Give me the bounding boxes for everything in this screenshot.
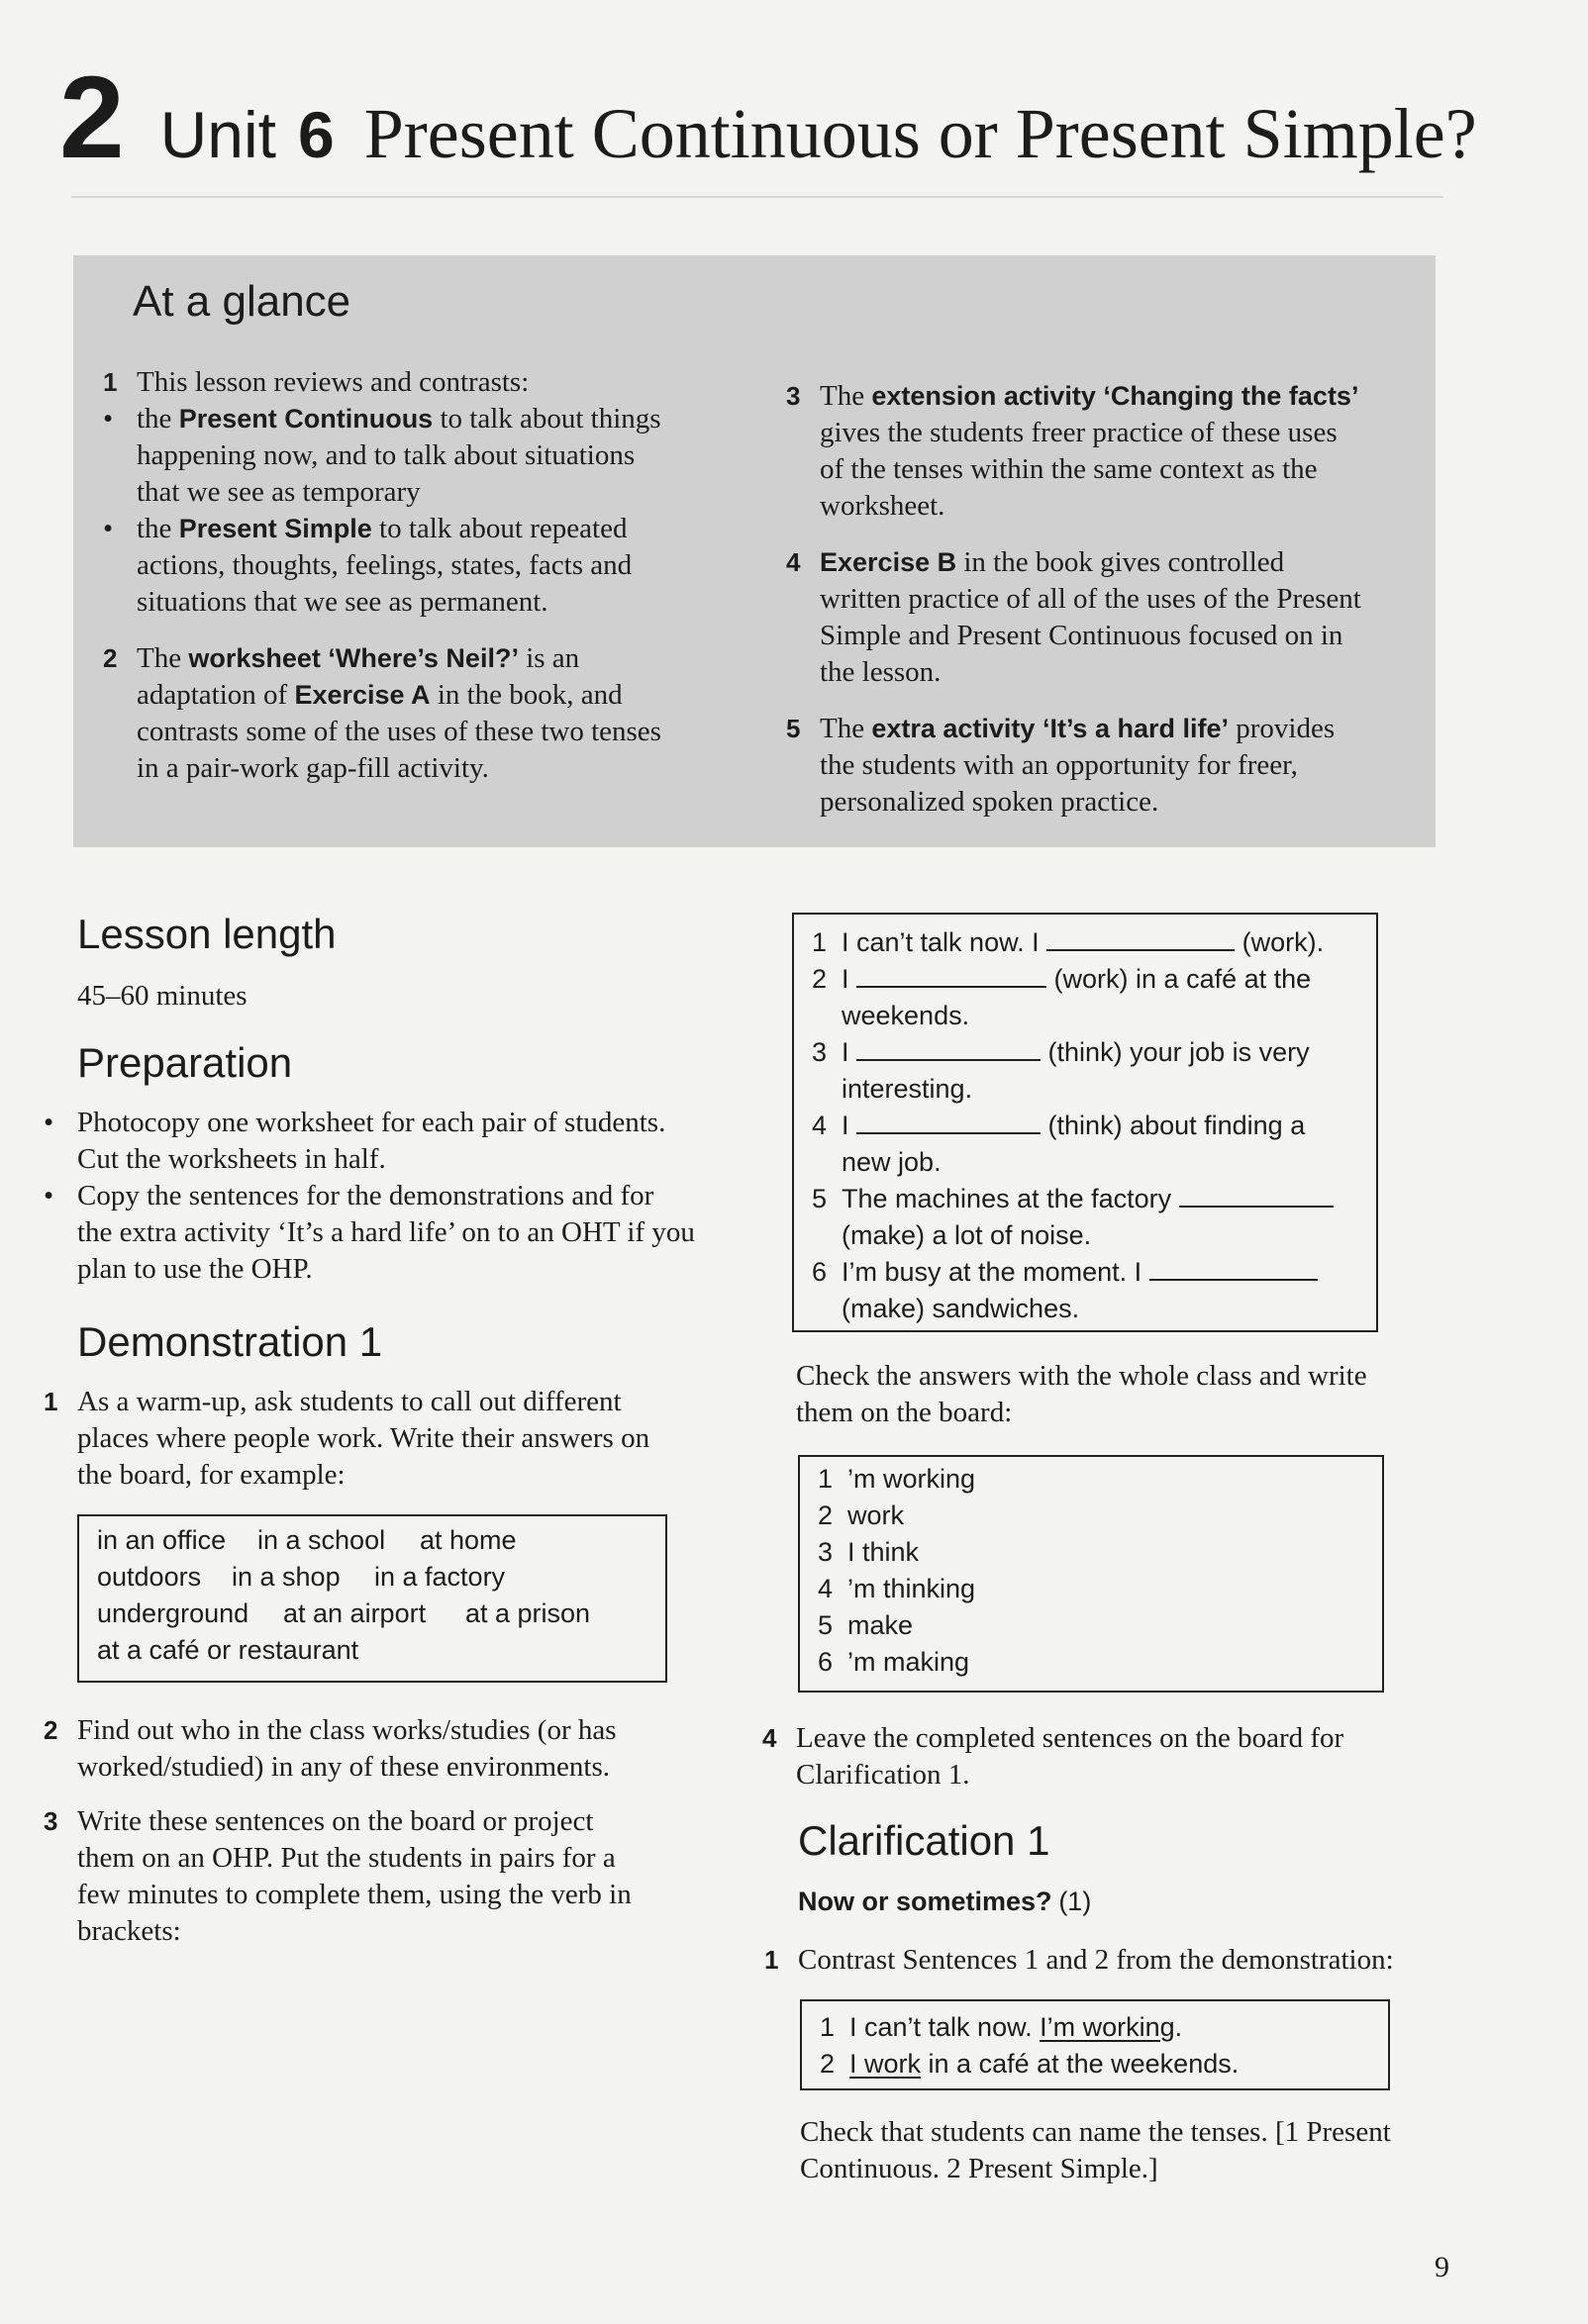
answer-item: 3 I think (818, 1537, 920, 1567)
glance-item-1: 1 This lesson reviews and contrasts: (103, 366, 530, 398)
demonstration-step-2: 2 Find out who in the class works/studies (or has worked/studied) in any of these environments. (44, 1712, 737, 1786)
glance-item-2-line: in a pair-work gap-fill activity. (137, 752, 489, 784)
glance-item-3-line: worksheet. (820, 490, 945, 522)
gap-fill-sentence-line: (make) a lot of noise. (842, 1220, 1092, 1250)
unit-number: 6 (298, 98, 335, 171)
answers-box (798, 1455, 1384, 1693)
places-row: outdoors in a shop in a factory (97, 1562, 506, 1592)
page-title (59, 52, 1477, 183)
lesson-length-heading: Lesson length (77, 911, 337, 957)
clarification-subheading: Now or sometimes? (1) (798, 1887, 1092, 1916)
demonstration-step-4: 4 Leave the completed sentences on the board for Clarification 1. (762, 1720, 1436, 1793)
glance-item-3-line: of the tenses within the same context as the (820, 453, 1318, 485)
preparation-bullet: • Photocopy one worksheet for each pair of students. (44, 1107, 666, 1138)
demonstration-step-1: 1 As a warm-up, ask students to call out different places where people work. Write their answers on the board, for example: (44, 1384, 737, 1494)
glance-bullet-1-line: that we see as temporary (137, 476, 421, 508)
unit-title: Present Continuous or Present Simple? (363, 94, 1477, 173)
places-row: in an office in a school at home (97, 1525, 517, 1555)
gap-fill-sentence-line: weekends. (842, 1001, 970, 1030)
demonstration-step-1-line: the board, for example: (77, 1459, 346, 1491)
places-box (77, 1514, 667, 1683)
contrast-sentence: 1 I can’t talk now. I’m working. (820, 2012, 1183, 2042)
answer-item: 6 ’m making (818, 1647, 970, 1677)
gap-fill-sentence-line: interesting. (842, 1074, 973, 1104)
demonstration-step-3-line: few minutes to complete them, using the verb in (77, 1879, 632, 1910)
gap-fill-sentence: 3 I (think) your job is very (812, 1037, 1310, 1067)
glance-item-5-line: personalized spoken practice. (820, 786, 1159, 818)
answer-item: 1 ’m working (818, 1464, 976, 1494)
glance-item-4-line: the lesson. (820, 656, 942, 688)
clarification-check-line: Continuous. 2 Present Simple.] (800, 2153, 1158, 2184)
unit-label: Unit (159, 98, 277, 171)
contrast-sentence: 2 I work in a café at the weekends. (820, 2049, 1240, 2079)
glance-bullet-1: • the Present Continuous to talk about things (103, 403, 661, 435)
clarification-heading: Clarification 1 (798, 1817, 1050, 1864)
glance-item-2-line: contrasts some of the uses of these two tenses (137, 716, 661, 747)
preparation-heading: Preparation (77, 1039, 293, 1086)
glance-bullet-2-line: situations that we see as permanent. (137, 586, 548, 618)
contrast-box (800, 1999, 1390, 2090)
glance-item-5: 5 The extra activity ‘It’s a hard life’ provides (786, 713, 1336, 744)
gap-blank (856, 1059, 1041, 1061)
clarification-check-line: Check that students can name the tenses. [1 Present (800, 2116, 1391, 2148)
glance-item-3: 3 The extension activity ‘Changing the facts’ (786, 380, 1359, 412)
gap-fill-sentence: 5 The machines at the factory (812, 1181, 1376, 1217)
demonstration-step-3: 3 Write these sentences on the board or project them on an OHP. Put the students in pairs for a few minutes to complete them, using the verb in brackets: (44, 1803, 737, 1950)
answer-item: 5 make (818, 1610, 914, 1640)
gap-blank (1046, 949, 1235, 951)
glance-bullet-1-line: happening now, and to talk about situations (137, 439, 636, 471)
glance-bullet-2-line: actions, thoughts, feelings, states, facts and (137, 549, 633, 581)
check-answers-line: them on the board: (796, 1397, 1013, 1428)
glance-item-4: 4 Exercise B in the book gives controlled (786, 546, 1285, 578)
gap-blank (856, 986, 1046, 988)
gap-fill-sentence: 4 I (think) about finding a (812, 1111, 1306, 1140)
demonstration-step-3-line: them on an OHP. Put the students in pairs for a (77, 1842, 616, 1874)
check-answers-line: Check the answers with the whole class and write (796, 1360, 1367, 1392)
gap-fill-sentence: 2 I (work) in a café at the (812, 964, 1312, 994)
preparation-bullet-line: plan to use the OHP. (77, 1253, 313, 1285)
at-a-glance-heading: At a glance (133, 277, 351, 326)
title-divider (71, 196, 1443, 198)
glance-item-5-line: the students with an opportunity for freer, (820, 749, 1298, 781)
preparation-bullet: • Copy the sentences for the demonstrations and for (44, 1180, 654, 1211)
glance-right-column (786, 378, 1420, 821)
glance-bullet-2: • the Present Simple to talk about repeated (103, 513, 628, 544)
gap-blank (1179, 1206, 1334, 1208)
page-number: 9 (1435, 2251, 1449, 2283)
lesson-length-text: 45–60 minutes (77, 980, 248, 1012)
glance-item-2-line: adaptation of Exercise A in the book, and (137, 679, 623, 711)
gap-fill-sentence-line: (make) sandwiches. (842, 1294, 1080, 1323)
demonstration-step-4-line: Clarification 1. (796, 1759, 970, 1791)
gap-fill-box (792, 913, 1378, 1332)
gap-fill-sentence: 1 I can’t talk now. I (work). (812, 927, 1325, 957)
glance-item-3-line: gives the students freer practice of these uses (820, 417, 1338, 448)
places-row: underground at an airport at a prison (97, 1598, 591, 1628)
unit-marker: 2 (59, 52, 125, 183)
gap-blank (1149, 1279, 1318, 1281)
demonstration-heading: Demonstration 1 (77, 1318, 383, 1365)
clarification-step-1: 1 Contrast Sentences 1 and 2 from the demonstration: (764, 1944, 1394, 1976)
preparation-list (44, 1105, 737, 1288)
demonstration-step-1-line: places where people work. Write their answers on (77, 1422, 650, 1454)
glance-left-column (103, 364, 737, 787)
gap-blank (856, 1132, 1041, 1134)
check-answers-text (796, 1358, 1430, 1431)
gap-fill-sentence-line: new job. (842, 1147, 942, 1177)
glance-item-4-line: written practice of all of the uses of the Present (820, 583, 1361, 615)
preparation-bullet-line: Cut the worksheets in half. (77, 1143, 386, 1175)
demonstration-step-3-line: brackets: (77, 1915, 181, 1947)
at-a-glance-panel (73, 255, 1436, 847)
gap-fill-sentence: 6 I’m busy at the moment. I (812, 1254, 1376, 1291)
answer-item: 2 work (818, 1501, 905, 1530)
preparation-bullet-line: the extra activity ‘It’s a hard life’ on to an OHT if you (77, 1216, 695, 1248)
clarification-check-text (800, 2114, 1453, 2187)
answer-item: 4 ’m thinking (818, 1574, 976, 1603)
glance-item-4-line: Simple and Present Continuous focused on in (820, 620, 1343, 651)
places-row: at a café or restaurant (97, 1635, 359, 1665)
glance-item-2: 2 The worksheet ‘Where’s Neil?’ is an (103, 642, 580, 674)
demonstration-step-2-line: worked/studied) in any of these environments. (77, 1751, 610, 1783)
